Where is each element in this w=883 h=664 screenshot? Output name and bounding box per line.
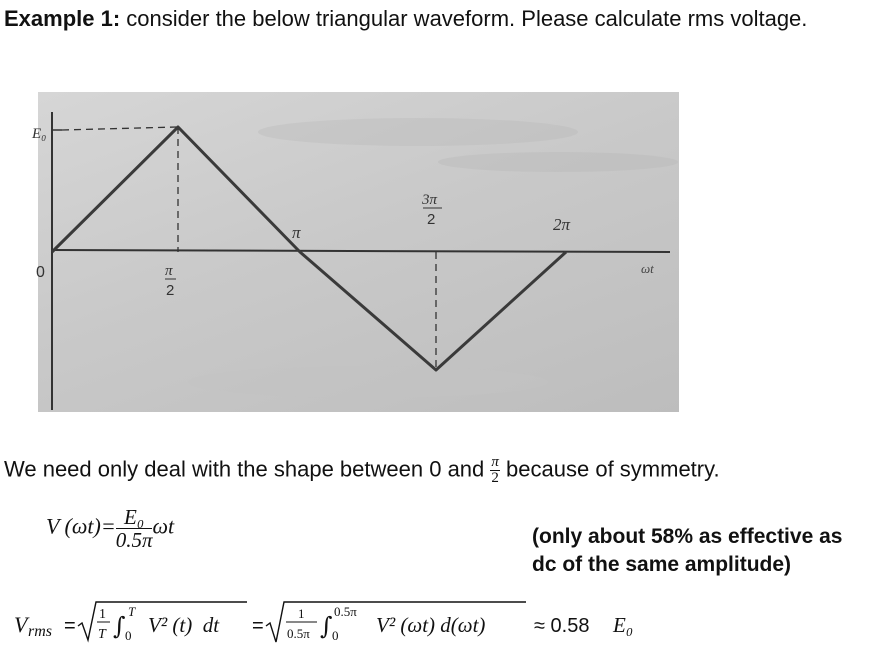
pi-half-den: 2 xyxy=(166,282,175,299)
e0-label: E₀ xyxy=(32,126,47,142)
rms-approx: ≈ 0.58 xyxy=(534,615,590,637)
symmetry-sentence xyxy=(4,455,720,486)
f1-numerator: 1 xyxy=(99,607,106,622)
rms-equals-1: = xyxy=(64,615,76,637)
int1-upper-limit: T xyxy=(128,604,136,619)
int2-lower-limit: 0 xyxy=(332,628,339,643)
note-line-1: (only about 58% as effective as xyxy=(532,525,843,548)
waveform-diagram xyxy=(32,92,679,412)
int2-body: V² (ωt) d(ωt) xyxy=(376,613,486,637)
origin-label: 0 xyxy=(36,264,45,281)
vdef-fraction xyxy=(116,506,153,551)
f2-numerator: 1 xyxy=(298,606,305,621)
example-prompt: consider the below triangular waveform. Please calculate rms voltage. xyxy=(126,6,808,31)
integral-sign-1: ∫ xyxy=(113,612,126,640)
int1-lower-limit: 0 xyxy=(125,628,132,643)
two-pi-label: 2π xyxy=(553,215,571,234)
integral-sign-2: ∫ xyxy=(320,612,333,640)
int2-upper-limit: 0.5π xyxy=(334,604,357,619)
fraction-numerator: π xyxy=(491,454,499,470)
rms-equals-2: = xyxy=(252,615,264,637)
example-title xyxy=(4,6,807,32)
symmetry-text-after: because of symmetry. xyxy=(506,456,720,482)
rms-lhs-subscript: rms xyxy=(28,623,53,640)
vdef-numerator: E₀ xyxy=(116,506,153,529)
example-label: Example 1: xyxy=(4,6,121,31)
effectiveness-note xyxy=(532,523,842,579)
e0-dashed-guide xyxy=(62,127,178,130)
three-pi-half-num: 3π xyxy=(422,192,438,208)
vdef-denominator: 0.5π xyxy=(115,528,153,553)
f2-denominator: 0.5π xyxy=(287,626,310,641)
f1-denominator: T xyxy=(98,627,106,642)
rms-equation-graphic xyxy=(4,592,644,648)
three-pi-half-den: 2 xyxy=(427,211,436,228)
rms-result-e0: E₀ xyxy=(613,613,634,637)
int1-body: V² (t) dt xyxy=(148,613,220,637)
wt-label: ωt xyxy=(641,261,654,276)
note-line-2: dc of the same amplitude) xyxy=(532,553,792,576)
fraction-denominator: 2 xyxy=(491,470,499,486)
pi-half-num: π xyxy=(165,263,173,279)
pi-label: π xyxy=(292,223,301,242)
pi-over-two-fraction xyxy=(490,455,500,486)
rms-lhs: V xyxy=(14,612,28,637)
x-axis xyxy=(52,250,670,252)
vdef-rhs: ωt xyxy=(152,513,175,539)
voltage-definition-equation xyxy=(46,506,174,551)
waveform-photo xyxy=(32,92,679,412)
vdef-lhs: V (ωt)= xyxy=(46,513,116,539)
symmetry-text-before: We need only deal with the shape between 0 and xyxy=(4,456,485,482)
